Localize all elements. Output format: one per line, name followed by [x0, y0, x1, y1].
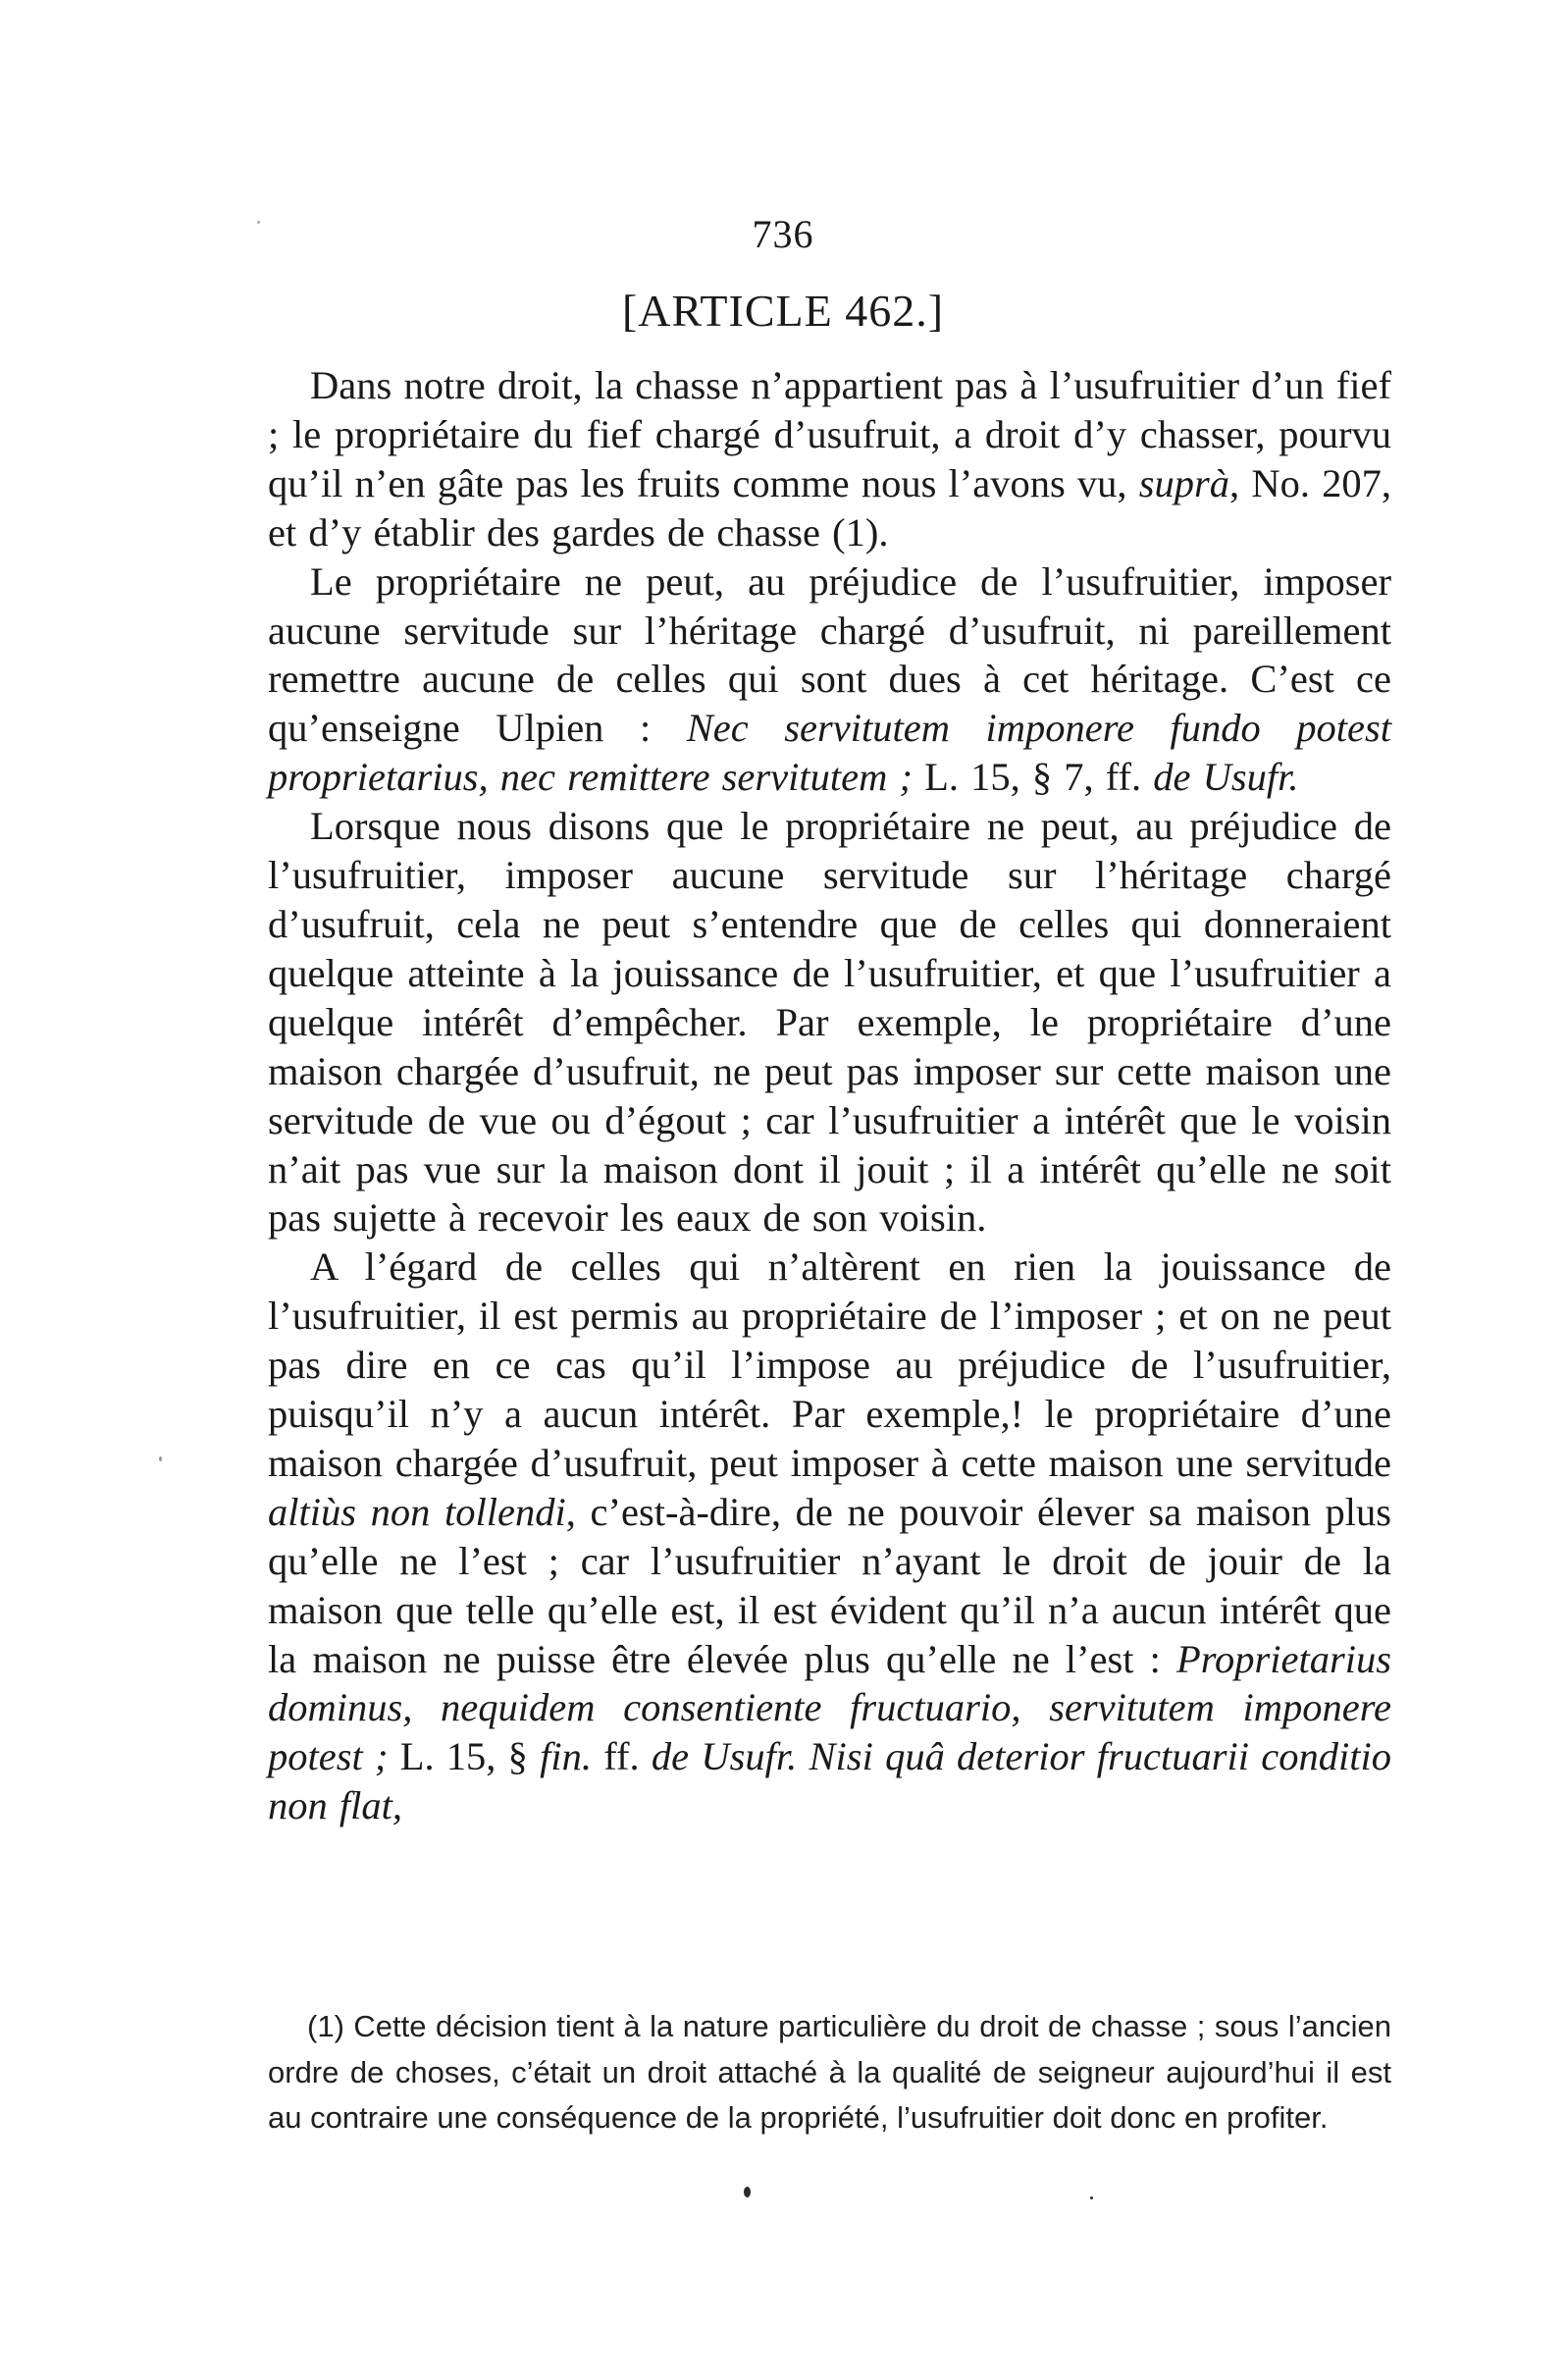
- paragraph-4-text-d: ff.: [592, 1734, 652, 1779]
- page-number: 736: [752, 212, 814, 256]
- paragraph-1-italic: suprà: [1138, 460, 1230, 505]
- paragraph-4-fin: fin.: [540, 1734, 593, 1779]
- paragraph-1-tail: , No. 207, et d’y établir des gardes de chasse (1).: [268, 460, 1391, 555]
- paragraph-4-text-e: [797, 1734, 809, 1778]
- paragraph-1-text: Dans notre droit, la chasse n’appartient pas à l’usufruitier d’un fief ; le propriétaire du fief chargé d’usufruit, a droit d’y chasser, pourvu qu’il n’en gâte pas les fruits comme nous l’avons vu,: [268, 363, 1391, 505]
- footnote-text: (1) Cette décision tient à la nature particulière du droit de chasse ; sous l’ancien ordre de choses, c’était un droit attaché à la qualité de seigneur aujourd’hui il est au contraire une conséquence de la propriété, l’usufruitier doit donc en profiter.: [268, 2009, 1391, 2136]
- paragraph-3: Lorsque nous disons que le propriétaire ne peut, au préjudice de l’usufruitier, imposer aucune servitude sur l’héritage chargé d’usufruit, cela ne peut s’entendre que de celles qui donneraient quelque atteinte à la jouissance de l’usufruitier, et que l’usufruitier a quelque intérêt d’empêcher. Par exemple, le propriétaire d’une maison chargée d’usufruit, ne peut pas imposer sur cette maison une servitude de vue ou d’égout ; car l’usufruitier a intérêt que le voisin n’ait pas vue sur la maison dont il jouit ; il a intérêt qu’elle ne soit pas sujette à recevoir les eaux de son voisin.: [268, 804, 1391, 1241]
- paragraph-4-text-c: L. 15, §: [388, 1734, 541, 1779]
- paragraph-1: [268, 361, 1391, 557]
- footnote: [268, 2004, 1391, 2142]
- paragraph-4-latin-tail: Nisi quâ deterior fructuarii conditio non flat,: [268, 1734, 1391, 1828]
- ink-speck: [159, 1456, 162, 1461]
- paragraph-4: [268, 1243, 1391, 1830]
- article-heading: [ARTICLE 462.]: [621, 286, 945, 336]
- paragraph-2-text-a: Le propriétaire ne peut, au préjudice de l’usufruitier, imposer aucune servitude sur l’héritage chargé d’usufruit, ni pareillement remettre aucune de celles qui sont dues à cet héritage. C’est ce qu’enseigne Ulpien :: [268, 558, 1391, 751]
- paragraph-4-latin-term: altiùs non tollendi: [268, 1489, 566, 1534]
- paragraph-4-text-b: , c’est-à-dire, de ne pouvoir élever sa maison plus qu’elle ne l’est ; car l’usufruitier n’ayant le droit de jouir de la maison que telle qu’elle est, il est évident qu’il n’a aucun intérêt que la maison ne puisse être élevée plus qu’elle ne l’est :: [268, 1489, 1391, 1681]
- paragraph-2: [268, 557, 1391, 803]
- paragraph-2-citation: de Usufr.: [1153, 755, 1299, 800]
- paragraph-4-citation: de Usufr.: [651, 1734, 798, 1779]
- ink-speck: [1090, 2196, 1093, 2199]
- paragraph-2-text-b: L. 15, § 7, ff.: [913, 755, 1154, 800]
- paragraph-2-latin-quote: Nec servitutem imponere fundo potest proprietarius, nec remittere servitutem ;: [268, 706, 1391, 800]
- ink-speck: [744, 2187, 751, 2197]
- ink-speck: [257, 221, 260, 224]
- body-text: [268, 361, 1391, 1830]
- paragraph-4-text-a: A l’égard de celles qui n’altèrent en rien la jouissance de l’usufruitier, il est permis au propriétaire de l’imposer ; et on ne peut pas dire en ce cas qu’il l’impose au préjudice de l’usufruitier, puisqu’il n’y a aucun intérêt. Par exemple,! le propriétaire d’une maison chargée d’usufruit, peut imposer à cette maison une servitude: [268, 1244, 1391, 1485]
- paragraph-4-latin-quote: Proprietarius dominus, nequidem consentiente fructuario, servitutem imponere potest ;: [268, 1636, 1391, 1779]
